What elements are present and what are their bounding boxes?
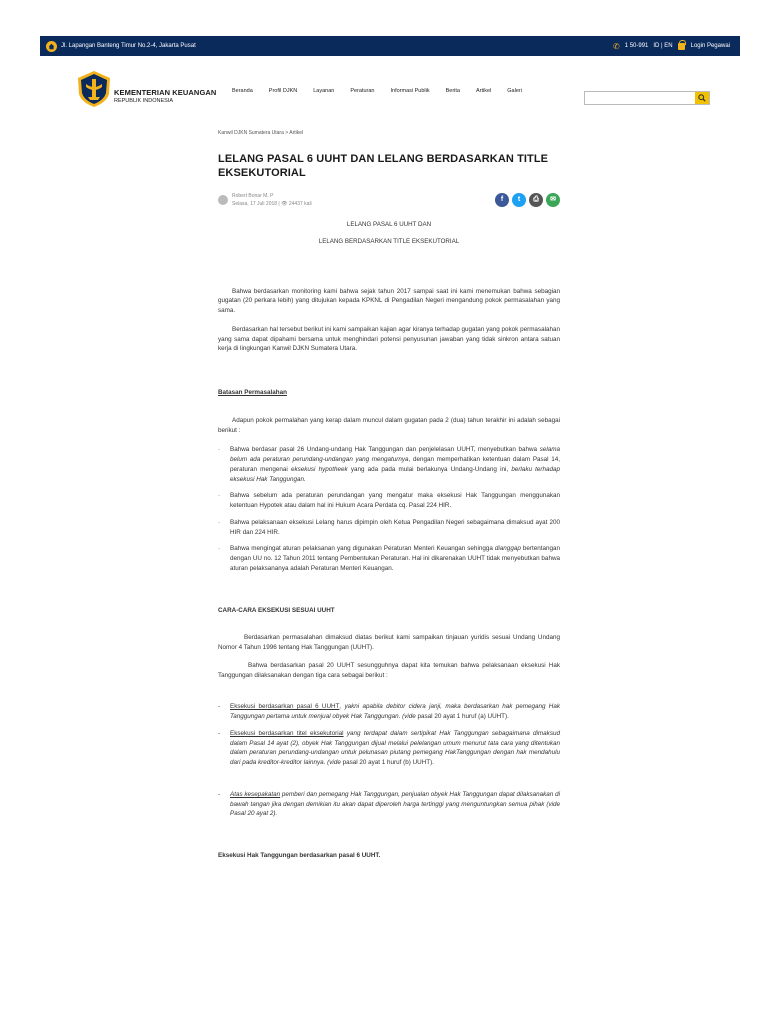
paragraph: Berdasarkan hal tersebut berikut ini kami sampaikan kajian agar kiranya terhadap gugatan yang pokok permasalahan yang sama dapat dipahami bersama untuk menghindari potensi penyusunan jawaban yang tidak sinkron antara satuan kerja di lingkungan Kanwil DJKN Sumatera Utara. xyxy=(218,325,560,353)
lock-icon xyxy=(678,43,685,50)
avatar xyxy=(218,195,228,205)
section-heading: CARA-CARA EKSEKUSI SESUAI UUHT xyxy=(218,606,335,614)
language-switch[interactable]: ID | EN xyxy=(653,43,673,49)
top-bar xyxy=(40,36,740,56)
twitter-share-icon[interactable]: t xyxy=(512,193,526,207)
email-share-icon[interactable]: ✉ xyxy=(546,193,560,207)
nav-beranda[interactable]: Beranda xyxy=(232,88,253,94)
address-text: Jl. Lapangan Banteng Timur No.2-4, Jakarta Pusat xyxy=(61,43,196,49)
eye-icon: 👁 xyxy=(281,201,288,208)
home-icon[interactable] xyxy=(46,41,57,52)
view-count: 24437 kali xyxy=(288,201,312,208)
nav-peraturan[interactable]: Peraturan xyxy=(350,88,375,94)
paragraph: Bahwa berdasarkan pasal 20 UUHT sesungguhnya dapat kita temukan bahwa pelaksanaan eksekusi Hak Tanggungan dilaksanakan dengan tiga cara sebagai berikut : xyxy=(218,661,560,679)
article-title: LELANG PASAL 6 UUHT DAN LELANG BERDASARKAN TITLE EKSEKUTORIAL xyxy=(218,152,549,180)
section-heading: Batasan Permasalahan xyxy=(218,389,287,397)
paragraph: Adapun pokok permalahan yang kerap dalam muncul dalam gugatan pada 2 (dua) tahun terakhir ini adalah sebagai berikut : xyxy=(218,416,560,434)
kemenkeu-logo[interactable] xyxy=(76,70,112,108)
address xyxy=(46,41,196,52)
paragraph: Berdasarkan permasalahan dimaksud diatas berikut kami sampaikan tinjauan yuridis sesuai Undang Undang Nomor 4 Tahun 1996 tentang Hak Tanggungan (UUHT). xyxy=(218,634,560,652)
phone-number[interactable]: 1 50-991 xyxy=(624,43,649,49)
search-box xyxy=(584,91,710,105)
list-item: - Eksekusi berdasarkan titel eksekutorial yang terdapat dalam sertipikat Hak Tanggungan sebagaimana dimaksud dalam Pasal 14 ayat (2), obyek Hak Tanggungan dijual melalui pelelangan umum menurut tata cara yang ditentukan dalam peraturan perundang-undangan untuk pelunasan piutang pemegang HakTanggungan dengan hak mendahulu dari pada kreditor-kreditor lainnya. (vide pasal 20 ayat 1 huruf (b) UUHT). xyxy=(218,729,560,767)
facebook-share-icon[interactable]: f xyxy=(495,193,509,207)
brand xyxy=(114,88,216,104)
print-icon[interactable]: ⎙ xyxy=(529,193,543,207)
search-button[interactable] xyxy=(695,92,709,104)
site-header xyxy=(40,64,740,122)
author-name[interactable]: Robert Bonar M. P xyxy=(232,193,274,200)
nav-galeri[interactable]: Galeri xyxy=(507,88,522,94)
list-item: · Bahwa pelaksanaan eksekusi Lelang harus dipimpin oleh Ketua Pengadilan Negeri sebagaimana dimaksud ayat 200 HIR dan 224 HIR. xyxy=(218,518,560,536)
article-heading-2: LELANG BERDASARKAN TITLE EKSEKUTORIAL xyxy=(318,237,460,245)
nav-layanan[interactable]: Layanan xyxy=(313,88,335,94)
nav-informasi-publik[interactable]: Informasi Publik xyxy=(390,88,430,94)
login-link[interactable]: Login Pegawai xyxy=(690,43,730,49)
search-icon xyxy=(698,94,706,102)
section-heading: Eksekusi Hak Tanggungan berdasarkan pasal 6 UUHT. xyxy=(218,852,381,860)
post-date: Selasa, 17 Juli 2018 xyxy=(232,201,278,208)
main-nav xyxy=(232,88,538,94)
paragraph: Bahwa berdasarkan monitoring kami bahwa sejak tahun 2017 sampai saat ini kami menemukan bahwa sebagian gugatan (20 perkara lebih) yang ditujukan kepada KPKNL di Pengadilan Negeri mengandung pokok permasalahan yang sama. xyxy=(218,287,560,315)
list-item: - Atas kesepakatan pemberi dan pemegang Hak Tanggungan, penjualan obyek Hak Tanggungan dapat dilaksanakan di bawah tangan jika dengan demikian itu akan dapat diperoleh harga tertinggi yang menguntungkan semua pihak (vide Pasal 20 ayat 2). xyxy=(218,790,561,818)
share-buttons xyxy=(495,193,560,207)
list-item: · Bahwa mengingat aturan pelaksanan yang digunakan Peraturan Menteri Keuangan sehingga dianggap bertentangan dengan UU no. 12 Tahun 2011 tentang Pembentukan Peraturan. Hal ini dikarenakan UUHT tidak menyebutkan bahwa aturan pelaksananya adalah Peraturan Menteri Keuangan. xyxy=(218,545,560,572)
nav-berita[interactable]: Berita xyxy=(445,88,460,94)
article-meta xyxy=(218,192,560,210)
phone-icon: ✆ xyxy=(613,41,620,51)
nav-profil-djkn[interactable]: Profil DJKN xyxy=(268,88,298,94)
article xyxy=(218,130,560,861)
article-heading-1: LELANG PASAL 6 UUHT DAN xyxy=(346,221,432,229)
list-item: - Eksekusi berdasarkan pasal 6 UUHT, yakni apabila debitor cidera janji, maka berdasarkan hak pemegang Hak Tanggungan pertama untuk menjual obyek Hak Tanggungan. (vide pasal 20 ayat 1 huruf (a) UUHT). xyxy=(218,703,561,721)
brand-subtitle: REPUBLIK INDONESIA xyxy=(114,98,173,104)
search-input[interactable] xyxy=(585,92,695,104)
breadcrumb[interactable]: Kanwil DJKN Sumatera Utara > Artikel xyxy=(218,130,304,136)
list-item: · Bahwa berdasar pasal 26 Undang-undang Hak Tanggungan dan penjelelasan UUHT, menyebutkan bahwa selama belum ada peraturan perundang-undangan yang mengaturnya, dengan memperhatikan ketentuan dalam Pasal 14, peraturan mengenai eksekusi hypotheek yang ada pada mulai berlakunya Undang-Undang ini, berlaku terhadap eksekusi Hak Tanggungan. xyxy=(218,446,560,483)
list-item: · Bahwa sebelum ada peraturan perundangan yang mengatur maka eksekusi Hak Tanggungan menggunakan ketentuan Hypotek atau dalam hal ini Hukum Acara Perdata cq. Pasal 224 HIR. xyxy=(218,492,560,510)
nav-artikel[interactable]: Artikel xyxy=(476,88,492,94)
brand-name: KEMENTERIAN KEUANGAN xyxy=(114,88,217,97)
post-date-views: Selasa, 17 Juli 2018 | 👁 24437 kali xyxy=(232,201,312,208)
